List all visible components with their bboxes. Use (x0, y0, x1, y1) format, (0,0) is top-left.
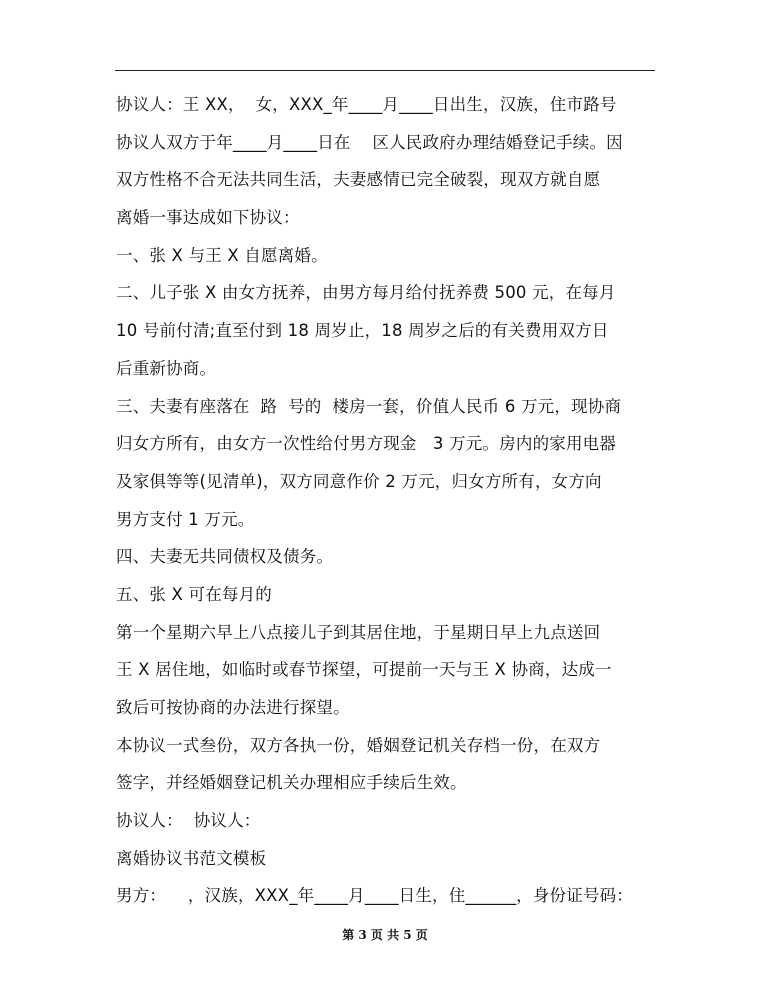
text-line: 二、儿子张 X 由女方抚养，由男方每月给付抚养费 500 元，在每月 (116, 283, 616, 303)
text-line: 签字，并经婚姻登记机关办理相应手续后生效。 (116, 773, 467, 793)
text-line: 协议人：王 XX， 女，XXX_年____月____日出生，汉族，住市路号 (116, 95, 617, 114)
text-line: 双方性格不合无法共同生活，夫妻感情已完全破裂，现双方就自愿 (116, 170, 601, 190)
text-line: 协议人双方于年____月____日在 区人民政府办理结婚登记手续。因 (116, 132, 623, 152)
text-line: 协议人： 协议人： (116, 811, 261, 831)
text-line: 致后可按协商的办法进行探望。 (116, 698, 350, 717)
text-line: 男方支付 1 万元。 (116, 509, 255, 529)
text-line: 本协议一式叁份，双方各执一份，婚姻登记机关存档一份，在双方 (116, 735, 601, 755)
text-line: 10 号前付清;直至付到 18 周岁止，18 周岁之后的有关费用双方日 (116, 321, 609, 341)
document-body (116, 86, 661, 915)
text-line: 五、张 X 可在每月的 (116, 584, 272, 604)
text-line: 一、张 X 与王 X 自愿离婚。 (116, 245, 328, 265)
text-line: 归女方所有，由女方一次性给付男方现金 3 万元。房内的家用电器 (116, 434, 617, 454)
text-line: 后重新协商。 (116, 358, 217, 378)
text-line: 离婚一事达成如下协议： (116, 208, 300, 228)
text-line: 第一个星期六早上八点接儿子到其居住地，于星期日早上九点送回 (116, 622, 601, 642)
text-line: 男方： ，汉族，XXX_年____月____日生，住______，身份证号码： (116, 886, 634, 906)
text-line: 及家俱等等(见清单)，双方同意作价 2 万元，归女方所有，女方向 (116, 471, 602, 491)
page-number-footer: 第 3 页 共 5 页 (342, 928, 428, 942)
text-line: 三、夫妻有座落在 路 号的 楼房一套，价值人民币 6 万元，现协商 (116, 396, 622, 416)
header-rule (115, 70, 655, 71)
text-line: 四、夫妻无共同债权及债务。 (116, 547, 334, 567)
text-line: 王 X 居住地，如临时或春节探望，可提前一天与王 X 协商，达成一 (116, 660, 612, 680)
text-line: 离婚协议书范文模板 (116, 848, 267, 868)
